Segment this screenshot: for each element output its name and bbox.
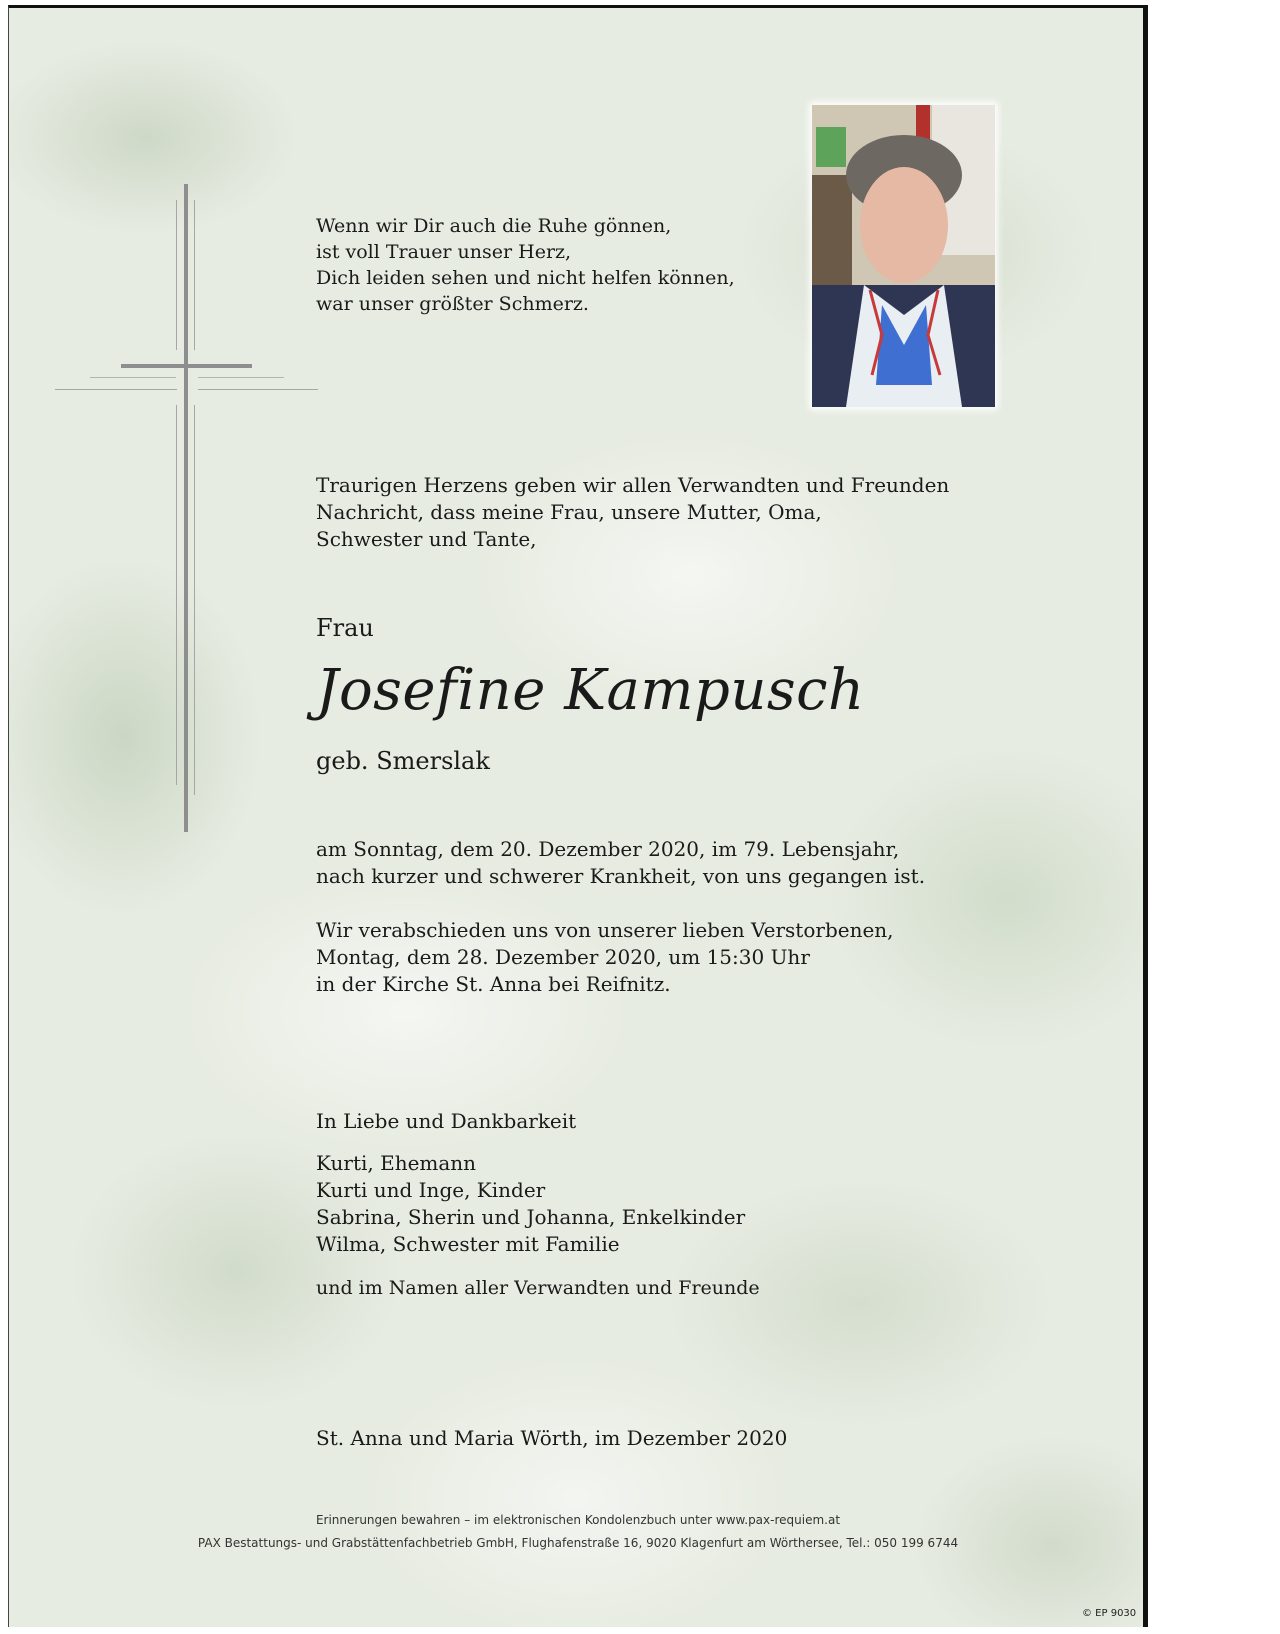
closing-phrase: In Liebe und Dankbarkeit bbox=[316, 1109, 577, 1133]
death-line: nach kurzer und schwerer Krankheit, von uns gegangen ist. bbox=[316, 864, 926, 888]
mourner-item: Sabrina, Sherin und Johanna, Enkelkinder bbox=[316, 1205, 746, 1229]
poem-line: Dich leiden sehen und nicht helfen können, bbox=[316, 267, 735, 289]
mourners-list bbox=[316, 1150, 745, 1258]
poem-line: Wenn wir Dir auch die Ruhe gönnen, bbox=[316, 215, 672, 237]
mourner-item: Kurti und Inge, Kinder bbox=[316, 1178, 546, 1202]
copyright-code: © EP 9030 bbox=[1082, 1608, 1137, 1619]
portrait-photo bbox=[812, 105, 995, 407]
death-line: am Sonntag, dem 20. Dezember 2020, im 79. Lebensjahr, bbox=[316, 837, 900, 861]
poem-line: ist voll Trauer unser Herz, bbox=[316, 241, 572, 263]
deceased-title: Frau bbox=[316, 614, 374, 642]
announcement-intro bbox=[316, 472, 949, 553]
mourner-item: Kurti, Ehemann bbox=[316, 1151, 477, 1175]
deceased-name: Josefine Kampusch bbox=[316, 658, 865, 723]
farewell-line: Montag, dem 28. Dezember 2020, um 15:30 Uhr bbox=[316, 945, 810, 969]
all-relatives-line: und im Namen aller Verwandten und Freunde bbox=[316, 1277, 760, 1299]
footer-company-line: PAX Bestattungs- und Grabstättenfachbetrieb GmbH, Flughafenstraße 16, 9020 Klagenfurt am Wörthersee, Tel.: 050 199 6744 bbox=[197, 1536, 959, 1550]
intro-line: Schwester und Tante, bbox=[316, 527, 537, 551]
farewell-details bbox=[316, 917, 894, 998]
intro-line: Traurigen Herzens geben wir allen Verwandten und Freunden bbox=[316, 473, 950, 497]
farewell-line: Wir verabschieden uns von unserer lieben Verstorbenen, bbox=[316, 918, 894, 942]
birth-name: geb. Smerslak bbox=[316, 747, 490, 775]
place-date: St. Anna und Maria Wörth, im Dezember 2020 bbox=[316, 1426, 788, 1450]
intro-line: Nachricht, dass meine Frau, unsere Mutter, Oma, bbox=[316, 500, 822, 524]
farewell-line: in der Kirche St. Anna bei Reifnitz. bbox=[316, 972, 671, 996]
poem bbox=[316, 213, 735, 317]
mourner-item: Wilma, Schwester mit Familie bbox=[316, 1232, 620, 1256]
death-details bbox=[316, 836, 925, 890]
footer-condolence-line: Erinnerungen bewahren – im elektronischen Kondolenzbuch unter www.pax-requiem.at bbox=[315, 1513, 841, 1527]
poem-line: war unser größter Schmerz. bbox=[316, 293, 589, 315]
